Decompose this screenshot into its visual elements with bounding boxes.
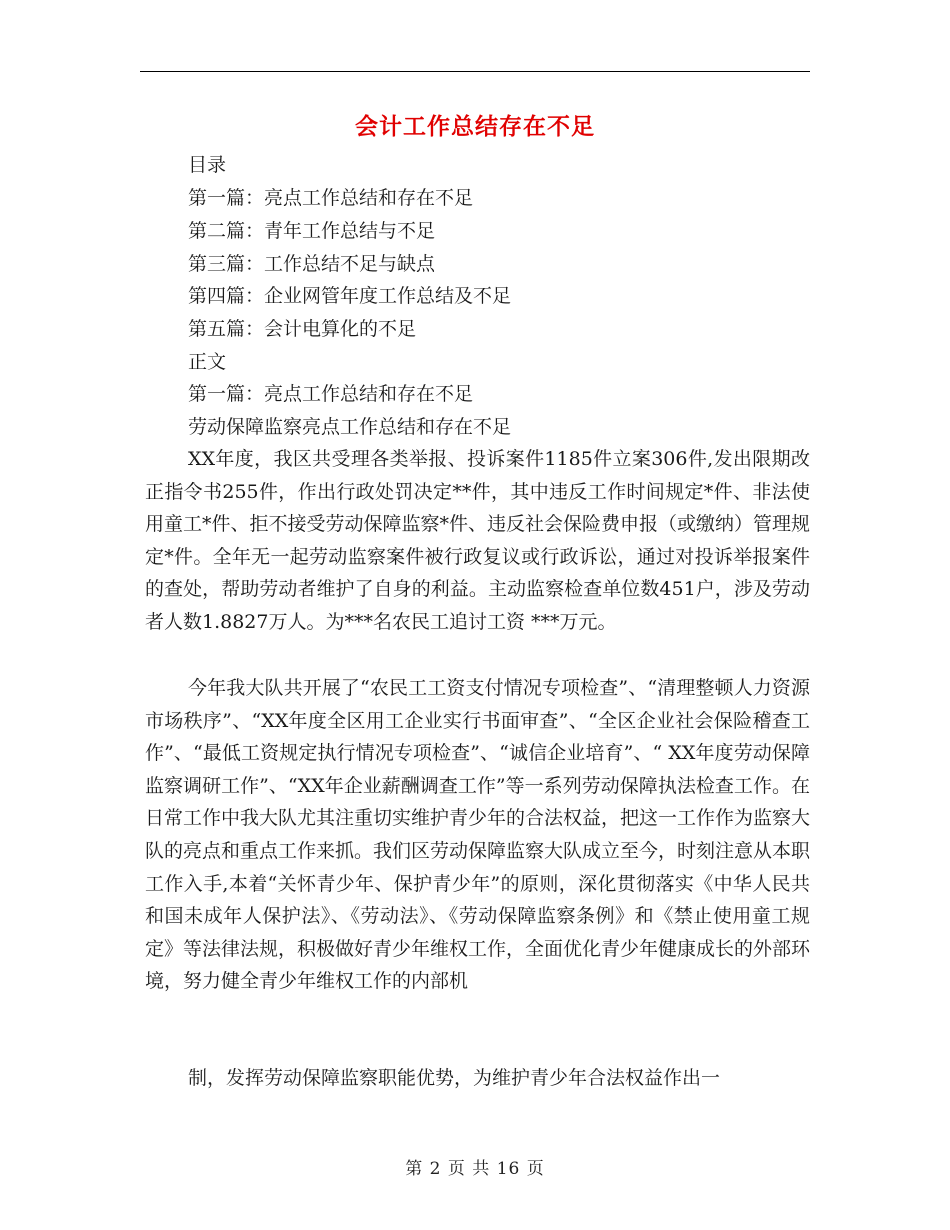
toc-item: 第一篇：亮点工作总结和存在不足 xyxy=(188,187,474,209)
toc-item: 第二篇：青年工作总结与不足 xyxy=(188,220,436,242)
toc-item: 第四篇：企业网管年度工作总结及不足 xyxy=(188,285,512,307)
body-heading: 正文 xyxy=(188,351,227,373)
section-subtitle: 劳动保障监察亮点工作总结和存在不足 xyxy=(188,416,512,438)
body-paragraph: XX年度，我区共受理各类举报、投诉案件1185件立案306件,发出限期改正指令书255件，作出行政处罚决定**件，其中违反工作时间规定*件、非法使用童工*件、拒不接受劳动保障监察*件、违反社会保险费申报（或缴纳）管理规定*件。全年无一起劳动监察案件被行政复议或行政诉讼，通过对投诉举报案件的查处，帮助劳动者维护了自身的利益。主动监察检查单位数451户，涉及劳动者人数1.8827万人。为***名农民工追讨工资 ***万元。 xyxy=(145,448,811,633)
document-title: 会计工作总结存在不足 xyxy=(355,113,595,140)
section-title: 第一篇：亮点工作总结和存在不足 xyxy=(188,383,474,405)
toc-item: 第五篇：会计电算化的不足 xyxy=(188,318,417,340)
body-paragraph: 今年我大队共开展了“农民工工资支付情况专项检查”、“清理整顿人力资源市场秩序”、“XX年度全区用工企业实行书面审查”、“全区企业社会保险稽查工作”、“最低工资规定执行情况专项检查”、“诚信企业培育”、“ XX年度劳动保障监察调研工作”、“XX年企业薪酬调查工作”等一系列劳动保障执法检查工作。在日常工作中我大队尤其注重切实维护青少年的合法权益，把这一工作作为监察大队的亮点和重点工作来抓。我们区劳动保障监察大队成立至今，时刻注意从本职工作入手,本着“关怀青少年、保护青少年”的原则，深化贯彻落实《中华人民共和国未成年人保护法》、《劳动法》、《劳动保障监察条例》和《禁止使用童工规定》等法律法规，积极做好青少年维权工作，全面优化青少年健康成长的外部环境，努力健全青少年维权工作的内部机 xyxy=(145,677,811,993)
page-footer: 第 2 页 共 16 页 xyxy=(405,1159,545,1179)
toc-item: 第三篇：工作总结不足与缺点 xyxy=(188,253,436,275)
toc-heading: 目录 xyxy=(188,154,227,176)
body-paragraph: 制，发挥劳动保障监察职能优势，为维护青少年合法权益作出一 xyxy=(188,1067,721,1089)
header-rule xyxy=(140,71,810,72)
